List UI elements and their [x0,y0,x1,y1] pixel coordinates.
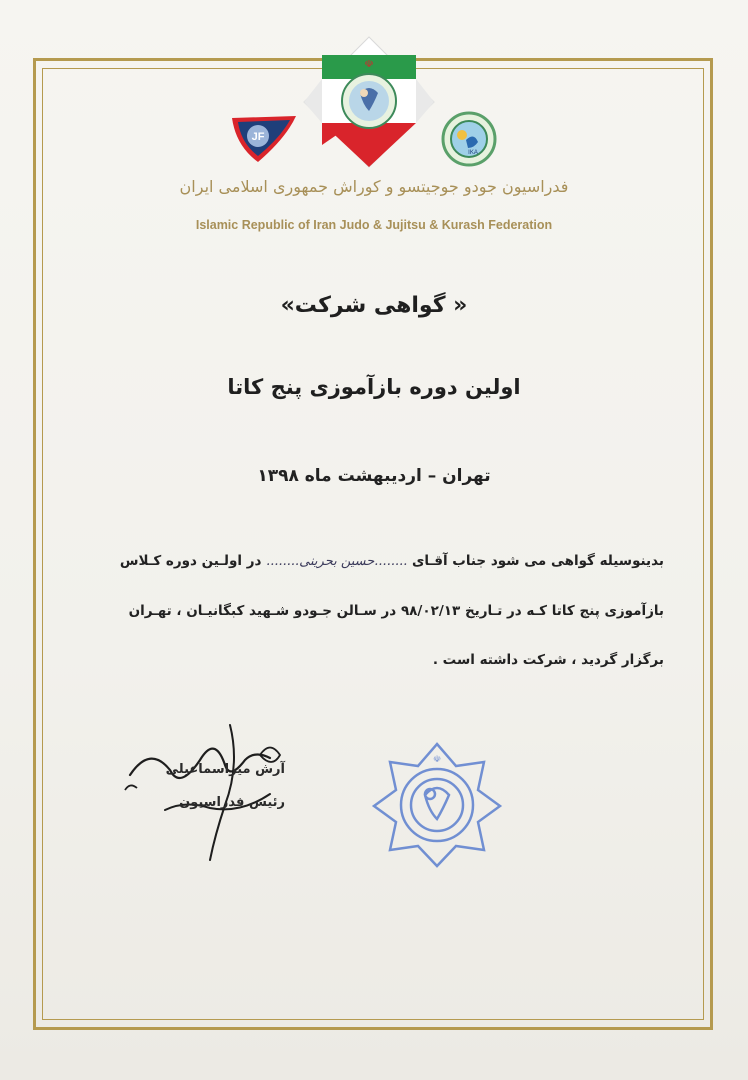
course-name: اولین دوره بازآموزی پنج کاتا [227,375,521,399]
handwritten-signature-icon [110,715,310,865]
kurash-association-logo-icon [440,110,498,168]
participant-name: ........حسین بحرینی........ [266,554,408,569]
svg-text:☫: ☫ [364,59,374,70]
federation-stamp-icon [370,740,505,870]
iran-judo-federation-emblem-icon [302,35,436,169]
federation-name-english: Islamic Republic of Iran Judo & Jujitsu & Kurash Federation [195,218,553,232]
place-and-date: تهران – اردیبهشت ماه ۱۳۹۸ [257,466,491,486]
certificate-title: « گواهی شرکت» [280,293,468,318]
body-line-3: برگزار گردید ، شرکت داشته است . [432,652,664,668]
body-line-1-prefix: بدینوسیله گواهی می شود جناب آقـای [407,553,664,569]
body-line-1-suffix: در اولـین دوره کـلاس [119,553,267,569]
svg-text:☫: ☫ [432,755,442,765]
jujitsu-federation-logo-icon [228,108,300,168]
body-line-1 [70,553,664,569]
body-line-2: بازآموزی پنج کاتا کـه در تـاریخ ۹۸/۰۲/۱۳ در سـالن جـودو شـهید کبگانیـان ، تهـران [128,603,664,619]
signatory-name: آرش میراسماعیلی [165,762,285,777]
inner-gold-frame [42,68,704,1020]
svg-text:JF: JF [251,131,265,143]
federation-name-persian: فدراسیون جودو جوجیتسو و کوراش جمهوری اسلامی ایران [179,177,569,196]
svg-text:IKA: IKA [468,150,478,156]
signatory-title: رئیس فدراسیون [179,795,285,810]
